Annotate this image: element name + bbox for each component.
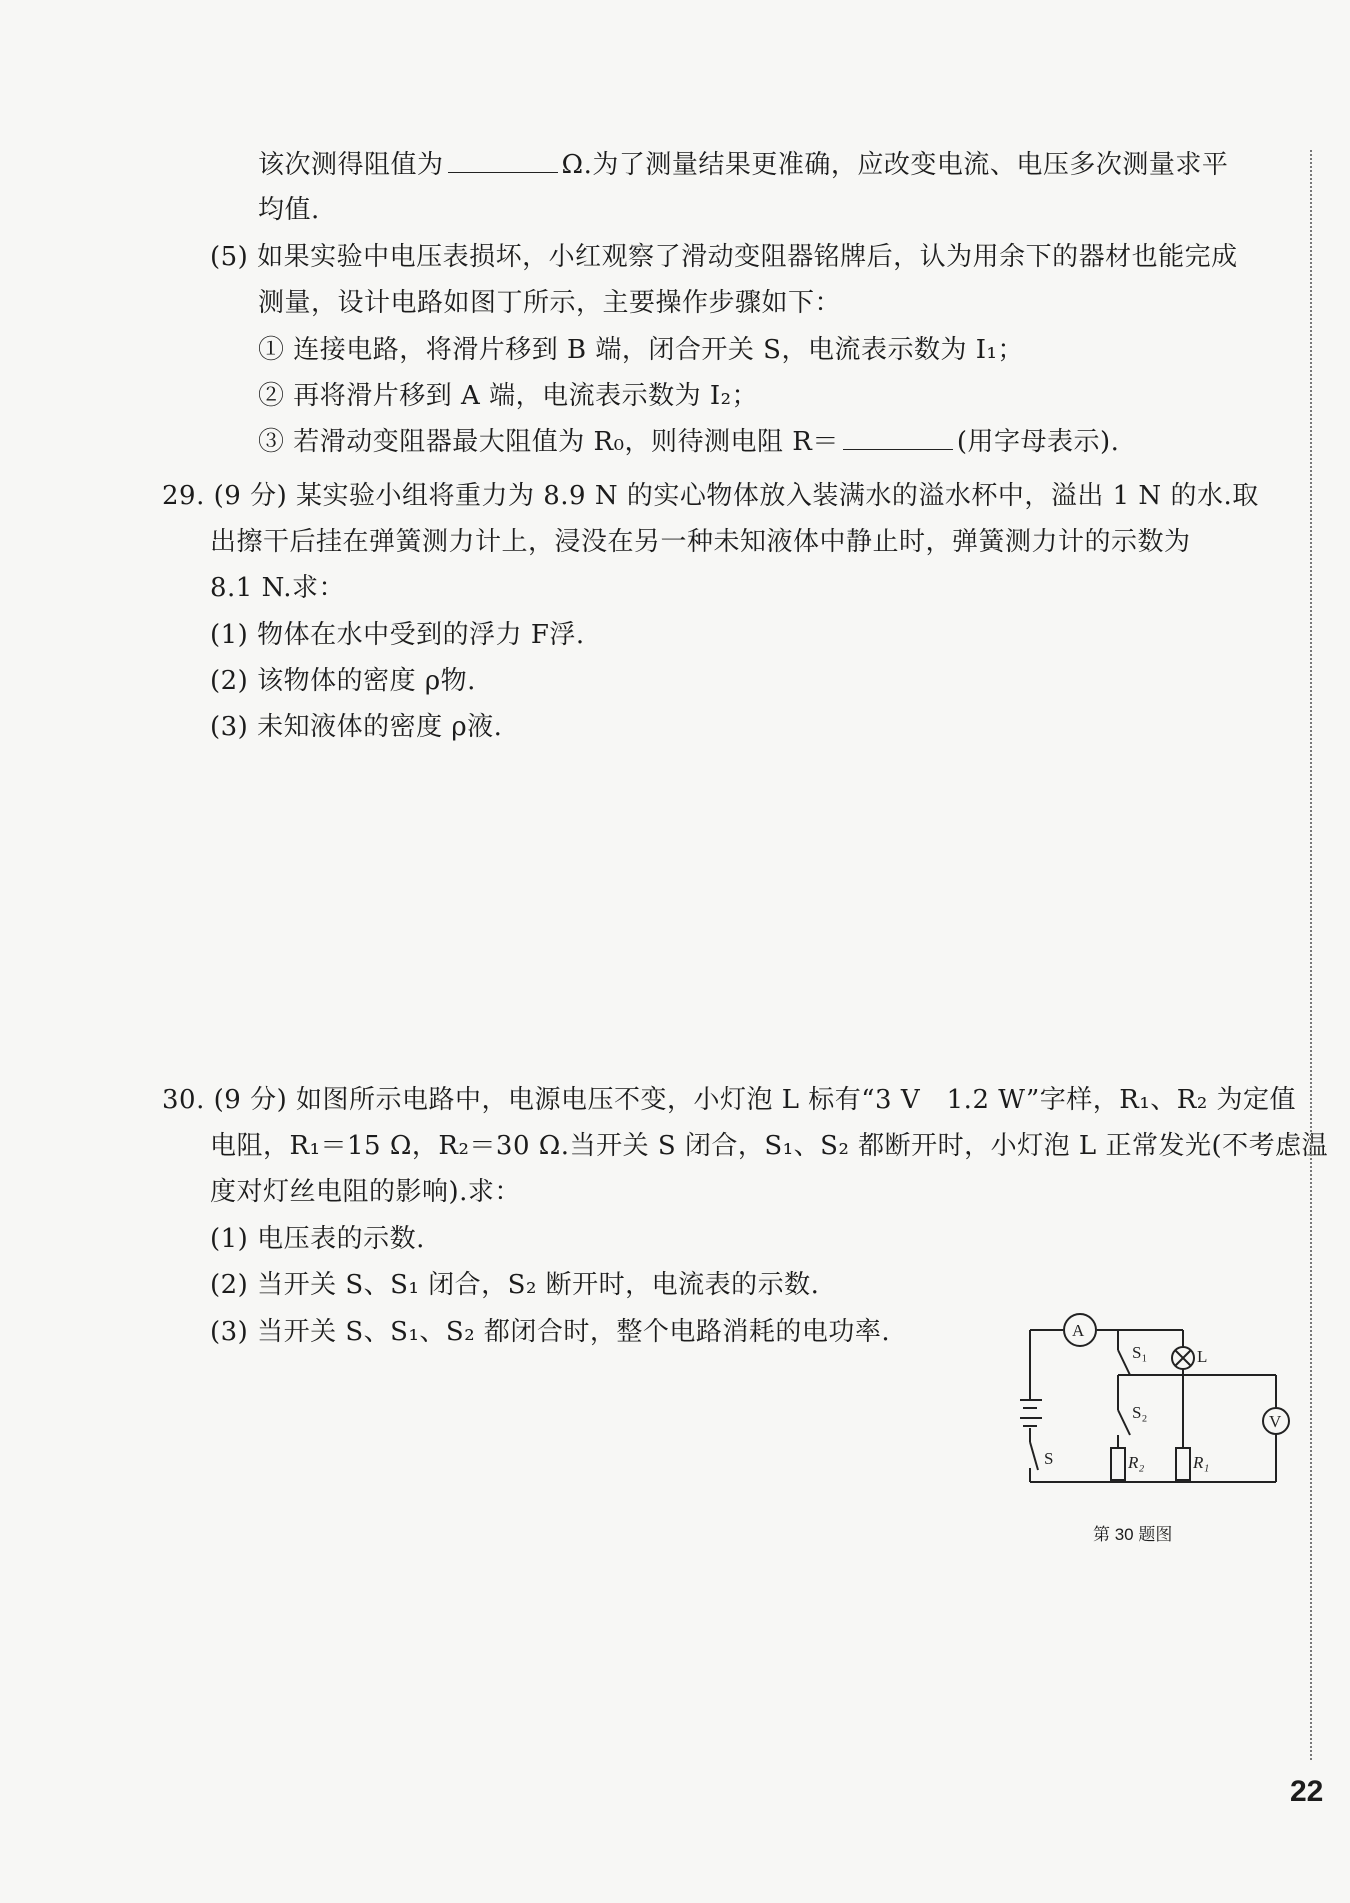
q29-line-4: (1) 物体在水中受到的浮力 F浮. — [210, 620, 585, 650]
ammeter-label: A — [1072, 1321, 1085, 1340]
switch-s-label: S — [1044, 1449, 1054, 1468]
q30-line-3: 度对灯丝电阻的影响).求： — [210, 1177, 521, 1207]
resistor-r1-label: R₁ — [1193, 1453, 1210, 1472]
text-line-3: (5) 如果实验中电压表损坏，小红观察了滑动变阻器铭牌后，认为用余下的器材也能完成 — [210, 242, 1238, 272]
margin-dotted-rule — [1310, 150, 1312, 1760]
text-line-2: 均值. — [258, 195, 320, 225]
q30-line-4: (1) 电压表的示数. — [210, 1224, 425, 1254]
q30-line-6: (3) 当开关 S、S₁、S₂ 都闭合时，整个电路消耗的电功率. — [210, 1317, 891, 1347]
text-fragment: (用字母表示). — [956, 427, 1120, 457]
switch-s2-label: S₂ — [1132, 1403, 1148, 1422]
q30-line-1: 30. (9 分) 如图所示电路中，电源电压不变，小灯泡 L 标有“3 V 1.2 W”字样，R₁、R₂ 为定值 — [162, 1085, 1297, 1115]
q30-line-2: 电阻，R₁＝15 Ω，R₂＝30 Ω.当开关 S 闭合，S₁、S₂ 都断开时，小灯泡 L 正常发光(不考虑温 — [210, 1131, 1329, 1161]
switch-s1-label: S₁ — [1132, 1343, 1148, 1362]
text-line-5: ① 连接电路，将滑片移到 B 端，闭合开关 S，电流表示数为 I₁； — [258, 335, 1024, 365]
answer-blank — [843, 427, 953, 450]
q29-line-1: 29. (9 分) 某实验小组将重力为 8.9 N 的实心物体放入装满水的溢水杯中，溢出 1 N 的水.取 — [162, 481, 1259, 511]
text-line-4: 测量，设计电路如图丁所示，主要操作步骤如下： — [258, 288, 842, 318]
text-fragment: 该次测得阻值为 — [258, 150, 444, 180]
q29-line-5: (2) 该物体的密度 ρ物. — [210, 666, 476, 696]
q29-line-2: 出擦干后挂在弹簧测力计上，浸没在另一种未知液体中静止时，弹簧测力计的示数为 — [210, 527, 1191, 557]
q30-line-5: (2) 当开关 S、S₁ 闭合，S₂ 断开时，电流表的示数. — [210, 1270, 820, 1300]
resistor-r2-label: R₂ — [1128, 1453, 1145, 1472]
lamp-label: L — [1197, 1347, 1208, 1366]
q29-line-6: (3) 未知液体的密度 ρ液. — [210, 712, 503, 742]
text-line-7 — [258, 420, 1119, 464]
text-line-6: ② 再将滑片移到 A 端，电流表示数为 I₂； — [258, 381, 759, 411]
circuit-diagram — [1020, 1300, 1300, 1510]
page-number: 22 — [1290, 1775, 1324, 1808]
text-line-1 — [258, 143, 1228, 187]
q29-line-3: 8.1 N.求： — [210, 573, 345, 603]
voltmeter-label: V — [1269, 1412, 1282, 1431]
answer-blank — [448, 150, 558, 173]
figure-caption: 第 30 题图 — [1093, 1525, 1173, 1544]
text-fragment: Ω.为了测量结果更准确，应改变电流、电压多次测量求平 — [561, 150, 1229, 180]
text-fragment: ③ 若滑动变阻器最大阻值为 R₀，则待测电阻 R＝ — [258, 427, 839, 457]
